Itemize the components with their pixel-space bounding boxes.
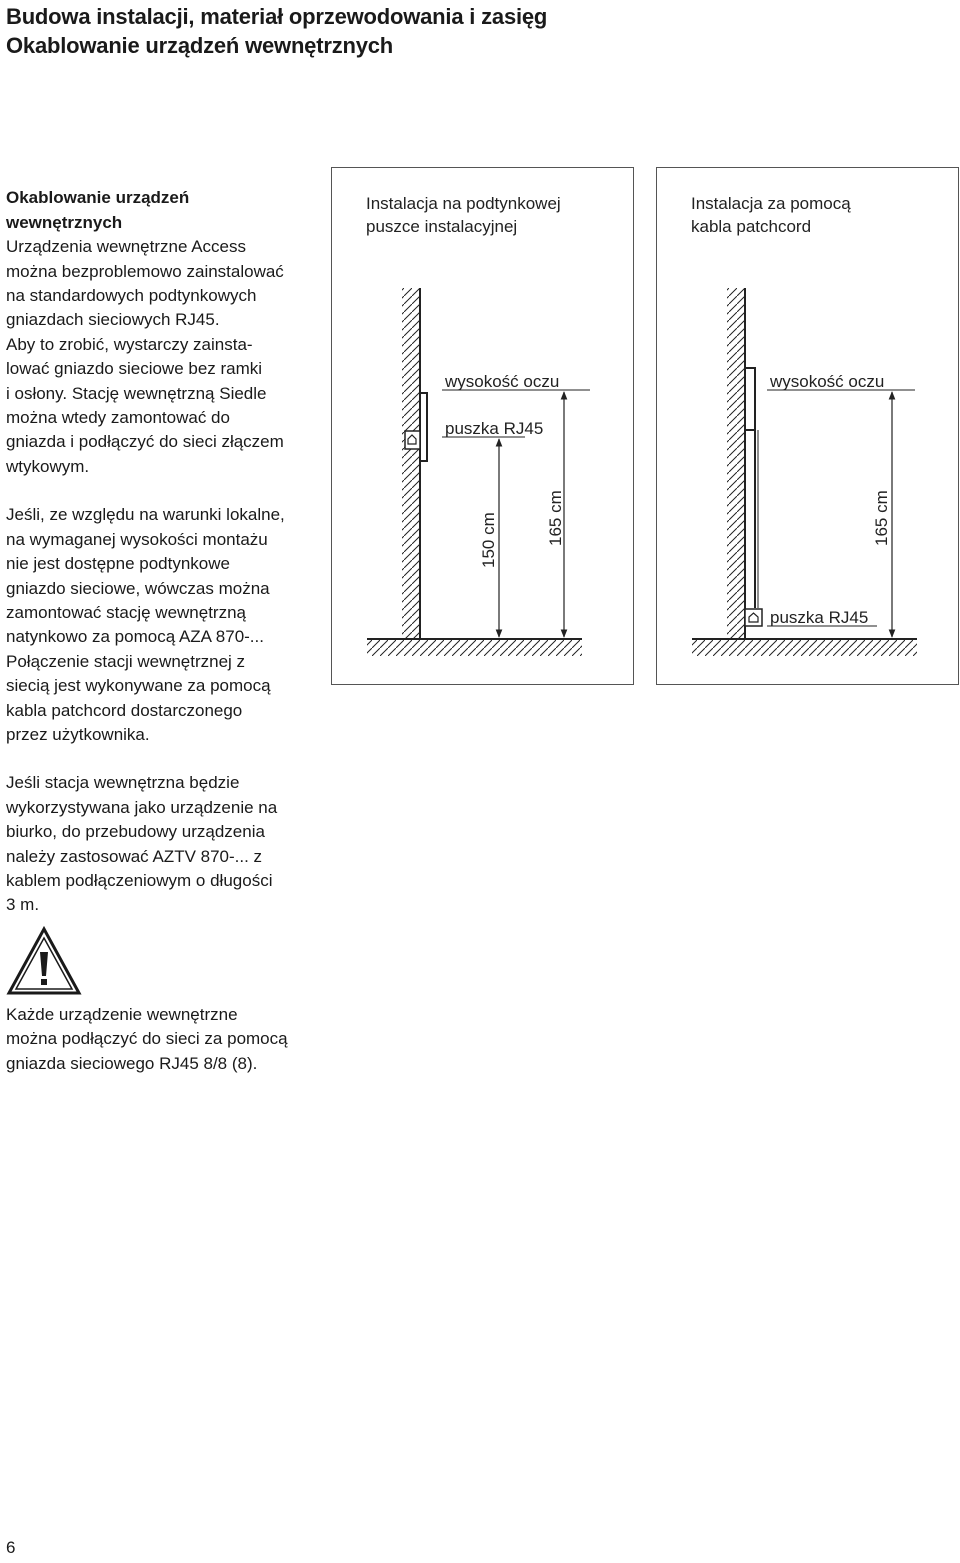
page-header — [6, 2, 547, 60]
patch-cable — [755, 430, 758, 608]
box-line — [442, 419, 543, 438]
paragraph-desk-use: Jeśli stacja wewnętrzna będzie wykorzystywana jako urządzenie na biurko, do przebudowy urządzenia należy zastosować AZTV 870-... z kablem podłączeniowym o długości 3 m. — [6, 773, 278, 915]
diagram-title: Instalacja na podtynkowej puszce instalacyjnej — [366, 194, 561, 236]
floor — [367, 639, 582, 656]
indoor-station — [420, 393, 427, 461]
wall — [727, 288, 745, 638]
paragraph-intro-text: Urządzenia wewnętrzne Access można bezproblemowo zainstalować na standardowych podtynkowych gniazdach sieciowych RJ45. Aby to zrobić, wystarczy zainsta- lować gniazdo sieciowe bez ramki i osłony. Stację wewnętrzną Siedle można wtedy zamontować do gniazda i podłączyć do sieci złączem wtykowym. — [6, 237, 284, 476]
diagram-patchcord-installation — [656, 167, 959, 685]
box-line — [767, 608, 877, 627]
dimension-165 — [546, 392, 565, 637]
eye-height-line — [442, 372, 590, 391]
header-title: Budowa instalacji, materiał oprzewodowania i zasięg — [6, 4, 548, 29]
section-heading: Okablowanie urządzeń wewnętrznych — [6, 188, 190, 232]
warning-text: Każde urządzenie wewnętrzne można podłączyć do sieci za pomocą gniazda sieciowego RJ45 8/8 (8). — [6, 1005, 288, 1073]
page-number: 6 — [6, 1538, 16, 1557]
eye-height-label: wysokość oczu — [445, 372, 560, 391]
paragraph-intro — [6, 162, 316, 479]
diagram-flush-box-installation — [331, 167, 634, 685]
paragraph-surface-mount: Jeśli, ze względu na warunki lokalne, na wymaganej wysokości montażu nie jest dostępne podtynkowe gniazdo sieciowe, wówczas można zamontować stację wewnętrzną natynkowo za pomocą AZA 870-... Połączenie stacji wewnętrznej z siecią jest wykonywane za pomocą kabla patchcord dostarczonego przez użytkownika. — [6, 505, 285, 744]
dimension-165-label: 165 cm — [872, 490, 891, 546]
header-subtitle: Okablowanie urządzeń wewnętrznych — [6, 33, 394, 58]
diagram-title: Instalacja za pomocą kabla patchcord — [691, 194, 851, 236]
box-label: puszka RJ45 — [770, 608, 869, 627]
body-text — [6, 162, 316, 942]
eye-height-line — [767, 372, 915, 391]
warning-triangle-icon — [6, 926, 82, 1001]
dimension-165 — [872, 392, 892, 637]
rj45-socket-icon — [405, 431, 420, 449]
floor — [692, 639, 917, 656]
box-label: puszka RJ45 — [445, 419, 544, 438]
eye-height-label: wysokość oczu — [770, 372, 885, 391]
dimension-150 — [479, 439, 499, 637]
rj45-socket-icon — [745, 609, 762, 626]
dimension-150-label: 150 cm — [479, 512, 498, 568]
dimension-165-label: 165 cm — [546, 490, 565, 546]
wall — [402, 288, 420, 638]
indoor-station — [745, 368, 755, 430]
